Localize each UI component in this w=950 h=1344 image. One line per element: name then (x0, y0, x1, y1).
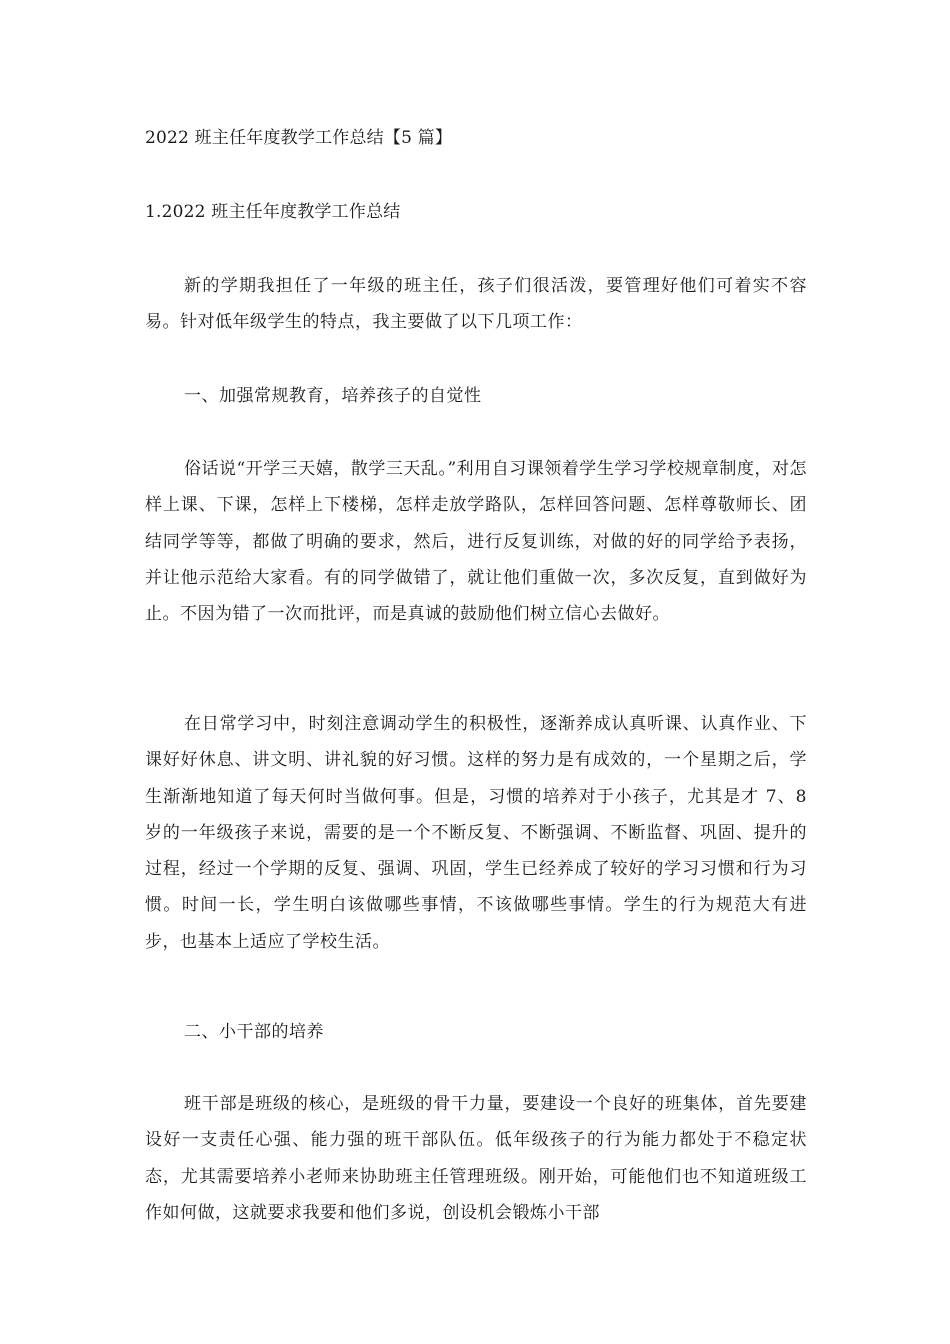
paragraph-routine-rules: 俗话说“开学三天嬉，散学三天乱。”利用自习课领着学生学习学校规章制度，对怎样上课、下课，怎样上下楼梯，怎样走放学路队，怎样回答问题、怎样尊敬师长、团结同学等等，都做了明确的要求，然后，进行反复训练，对做的好的同学给予表扬，并让他示范给大家看。有的同学做错了，就让他们重做一次，多次反复，直到做好为止。不因为错了一次而批评，而是真诚的鼓励他们树立信心去做好。 (145, 459, 807, 625)
subheading-cadre-training: 二、小干部的培养 (184, 1022, 324, 1042)
document-title: 2022 班主任年度教学工作总结【5 篇】 (145, 128, 453, 148)
paragraph-intro: 新的学期我担任了一年级的班主任，孩子们很活泼，要管理好他们可着实不容易。针对低年级学生的特点，我主要做了以下几项工作： (145, 276, 807, 333)
paragraph-daily-habits: 在日常学习中，时刻注意调动学生的积极性，逐渐养成认真听课、认真作业、下课好好休息、讲文明、讲礼貌的好习惯。这样的努力是有成效的，一个星期之后，学生渐渐地知道了每天何时当做何事。但是，习惯的培养对于小孩子，尤其是才 7、8 岁的一年级孩子来说，需要的是一个不断反复、不断强调、不断监督、巩固、提升的过程，经过一个学期的反复、强调、巩固，学生已经养成了较好的学习习惯和行为习惯。时间一长，学生明白该做哪些事情，不该做哪些事情。学生的行为规范大有进步，也基本上适应了学校生活。 (145, 714, 807, 952)
document-page (145, 0, 807, 1344)
section-title: 1.2022 班主任年度教学工作总结 (145, 202, 401, 222)
subheading-routine-education: 一、加强常规教育，培养孩子的自觉性 (184, 386, 482, 406)
paragraph-class-cadres: 班干部是班级的核心，是班级的骨干力量，要建设一个良好的班集体，首先要建设好一支责任心强、能力强的班干部队伍。低年级孩子的行为能力都处于不稳定状态，尤其需要培养小老师来协助班主任管理班级。刚开始，可能他们也不知道班级工作如何做，这就要求我要和他们多说，创设机会锻炼小干部 (145, 1094, 807, 1223)
